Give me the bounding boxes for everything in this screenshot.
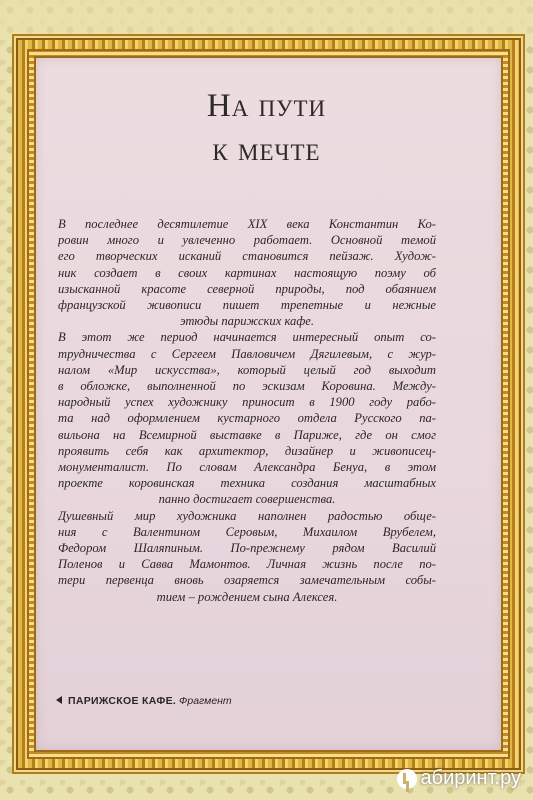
body-line: та над оформлением кустарного отдела Русского па- <box>58 411 436 426</box>
body-line: В этот же период начинается интересный опыт со- <box>58 330 436 345</box>
title-line-2: к мечте <box>212 132 321 168</box>
body-line: Душевный мир художника наполнен радостью обще- <box>58 508 436 523</box>
body-line: этюды парижских кафе. <box>179 314 315 329</box>
background-top-band <box>0 0 533 38</box>
page-title <box>0 84 533 172</box>
body-line: ровин много и увлеченно работает. Основной темой <box>58 233 436 248</box>
body-line: Поленов и Савва Мамонтов. Личная жизнь после по- <box>58 557 436 572</box>
watermark-text: абиринт.ру <box>420 767 521 789</box>
body-line: тием – рождением сына Алексея. <box>156 589 338 604</box>
labirint-watermark <box>397 767 522 790</box>
body-line: проекте коровинская техника создания масштабных <box>58 476 436 491</box>
body-line: ния с Валентином Серовым, Михаилом Врубелем, <box>58 524 436 539</box>
body-text <box>58 216 436 605</box>
body-line: тери первенца вновь озаряется замечательным собы- <box>58 573 436 588</box>
body-line: вильона на Всемирной выставке в Париже, где он смог <box>58 427 436 442</box>
body-line: народный успех художнику приносит в 1900 году рабо- <box>58 395 436 410</box>
body-line: Федором Шаляпиным. По-прежнему рядом Василий <box>58 541 436 556</box>
illustration-caption <box>56 695 232 707</box>
caption-title: ПАРИЖСКОЕ КАФЕ. <box>68 695 177 707</box>
caption-subtitle: Фрагмент <box>179 695 232 707</box>
body-line: трудничества с Сергеем Павловичем Дягилевым, с жур- <box>58 346 436 361</box>
body-line: В последнее десятилетие XIX века Константин Ко- <box>58 217 436 231</box>
body-line: налом «Мир искусства», который целый год выходит <box>58 362 436 377</box>
body-line: его творческих исканий становится пейзаж. Худож- <box>58 249 436 264</box>
body-line: панно достигает совершенства. <box>158 492 336 507</box>
labirint-logo-icon <box>397 769 417 789</box>
body-line: проявить себя как архитектор, дизайнер и живописец- <box>58 443 436 458</box>
body-line: изысканной красоте северной природы, под обаянием <box>58 281 436 296</box>
caret-left-icon <box>56 696 62 704</box>
body-line: монументалист. По словам Александра Бенуа, в этом <box>58 460 436 475</box>
body-line: ник создает в своих картинах настоящую поэму об <box>58 265 436 280</box>
body-line: в обложке, выполненной по эскизам Коровина. Между- <box>58 379 436 394</box>
body-line: французской живописи пишет трепетные и нежные <box>58 298 436 313</box>
title-line-1: На пути <box>206 88 327 124</box>
